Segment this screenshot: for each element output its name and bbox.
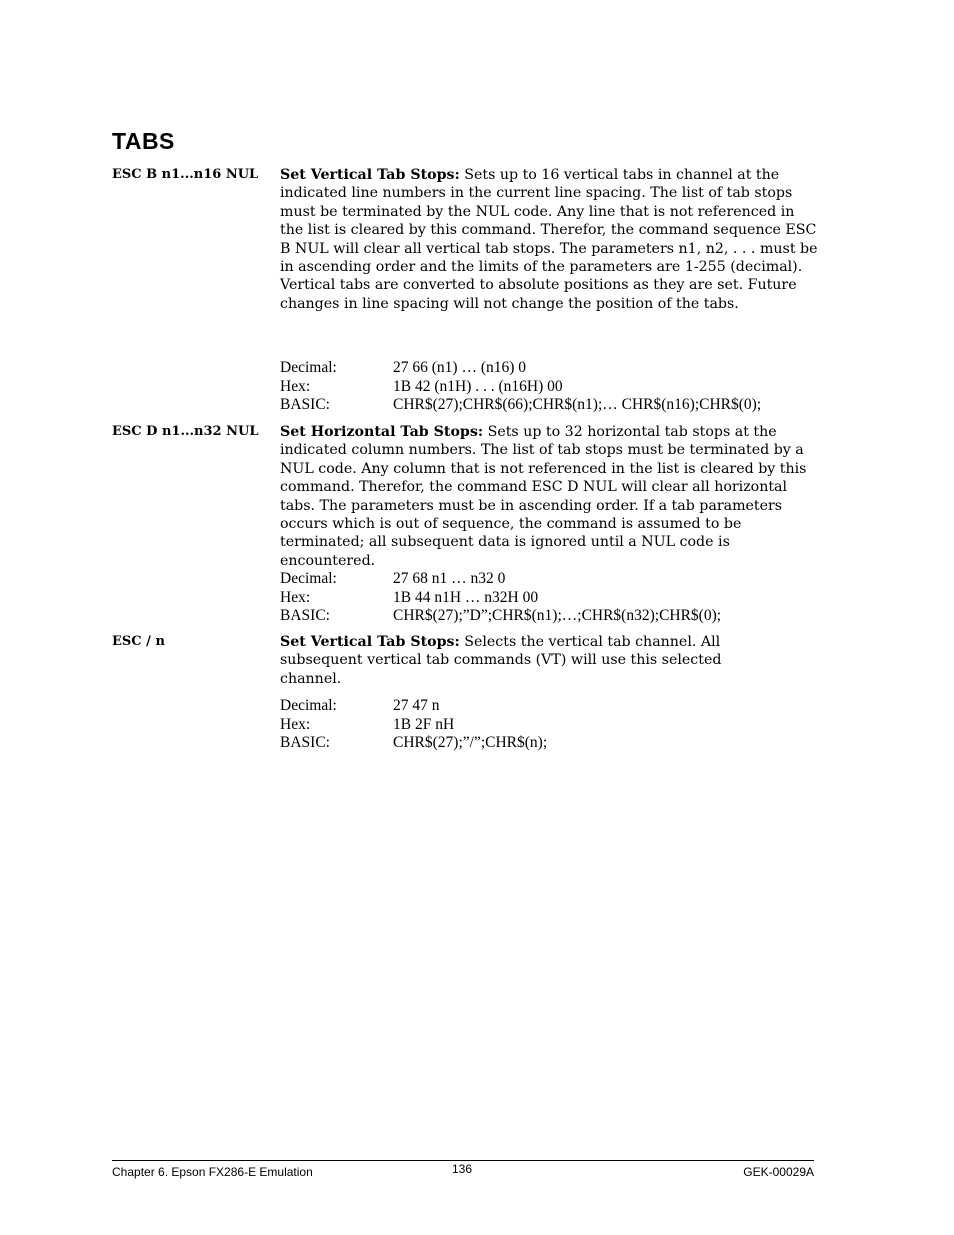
command-esc-slash: ESC / n <box>112 634 165 649</box>
code-label: Hex: <box>280 715 311 733</box>
code-value: 27 47 n <box>393 697 440 714</box>
code-label: Hex: <box>280 588 311 606</box>
code-row-decimal <box>280 570 820 589</box>
code-label: Decimal: <box>280 570 337 587</box>
command-esc-b: ESC B n1...n16 NUL <box>112 167 259 182</box>
code-row-decimal <box>280 697 820 716</box>
description-text: Selects the vertical tab channel. All subsequent vertical tab commands (VT) will use this selected channel. <box>280 634 722 687</box>
code-table-esc-b <box>280 359 820 415</box>
footer-doc-id: GEK-00029A <box>743 1165 814 1179</box>
code-row-hex <box>280 589 820 608</box>
code-value: 1B 42 (n1H) . . . (n16H) 00 <box>393 377 563 395</box>
code-row-basic <box>280 734 820 753</box>
code-row-basic <box>280 607 820 626</box>
code-label: Decimal: <box>280 359 337 376</box>
code-table-esc-slash <box>280 697 820 753</box>
code-row-basic <box>280 396 820 415</box>
code-label: BASIC: <box>280 607 330 625</box>
code-row-hex <box>280 378 820 397</box>
code-value: CHR$(27);”/”;CHR$(n); <box>393 734 548 752</box>
description-esc-slash <box>280 633 760 688</box>
code-value: 27 68 n1 … n32 0 <box>393 570 506 587</box>
code-table-esc-d <box>280 570 820 626</box>
description-esc-b <box>280 166 820 313</box>
code-row-decimal <box>280 359 820 378</box>
code-value: 1B 44 n1H … n32H 00 <box>393 588 539 606</box>
description-paragraph: Vertical tabs are converted to absolute positions as they are set. Future changes in line spacing will not change the position of the tabs. <box>280 277 797 312</box>
command-name: Set Horizontal Tab Stops: <box>280 424 484 440</box>
description-paragraph <box>280 423 825 570</box>
command-name: Set Vertical Tab Stops: <box>280 634 460 650</box>
code-value: 27 66 (n1) … (n16) 0 <box>393 359 527 376</box>
description-text: Sets up to 32 horizontal tab stops at the indicated column numbers. The list of tab stops must be terminated by a NUL code. Any column that is not referenced in the list is cleared by this command. Therefor, the command ESC D NUL will clear all horizontal tabs. The parameters must be in ascending order. If a tab parameters occurs which is out of sequence, the command is assumed to be terminated; all subsequent data is ignored until a NUL code is encountered. <box>280 424 807 569</box>
description-esc-d <box>280 423 825 570</box>
command-esc-d: ESC D n1...n32 NUL <box>112 424 259 439</box>
code-label: Decimal: <box>280 697 337 714</box>
section-heading: TABS <box>112 128 175 154</box>
code-row-hex <box>280 716 820 735</box>
code-label: Hex: <box>280 377 311 395</box>
description-text: Sets up to 16 vertical tabs in channel at the indicated line numbers in the current line spacing. The list of tab stops must be terminated by the NUL code. Any line that is not referenced in the list is cleared by this command. Therefor, the command sequence ESC B NUL will clear all vertical tab stops. The parameters n1, n2, . . . must be in ascending order and the limits of the parameters are 1-255 (decimal). <box>280 167 818 276</box>
code-label: BASIC: <box>280 734 330 752</box>
footer-chapter: Chapter 6. Epson FX286-E Emulation <box>112 1165 313 1179</box>
command-name: Set Vertical Tab Stops: <box>280 167 460 183</box>
code-label: BASIC: <box>280 396 330 414</box>
description-paragraph <box>280 633 760 688</box>
code-value: CHR$(27);”D”;CHR$(n1);…;CHR$(n32);CHR$(0); <box>393 607 722 625</box>
footer-page-number: 136 <box>452 1162 473 1176</box>
code-value: 1B 2F nH <box>393 715 455 733</box>
code-value: CHR$(27);CHR$(66);CHR$(n1);… CHR$(n16);CHR$(0); <box>393 396 762 414</box>
page-footer <box>112 1160 814 1183</box>
description-paragraph <box>280 166 820 276</box>
